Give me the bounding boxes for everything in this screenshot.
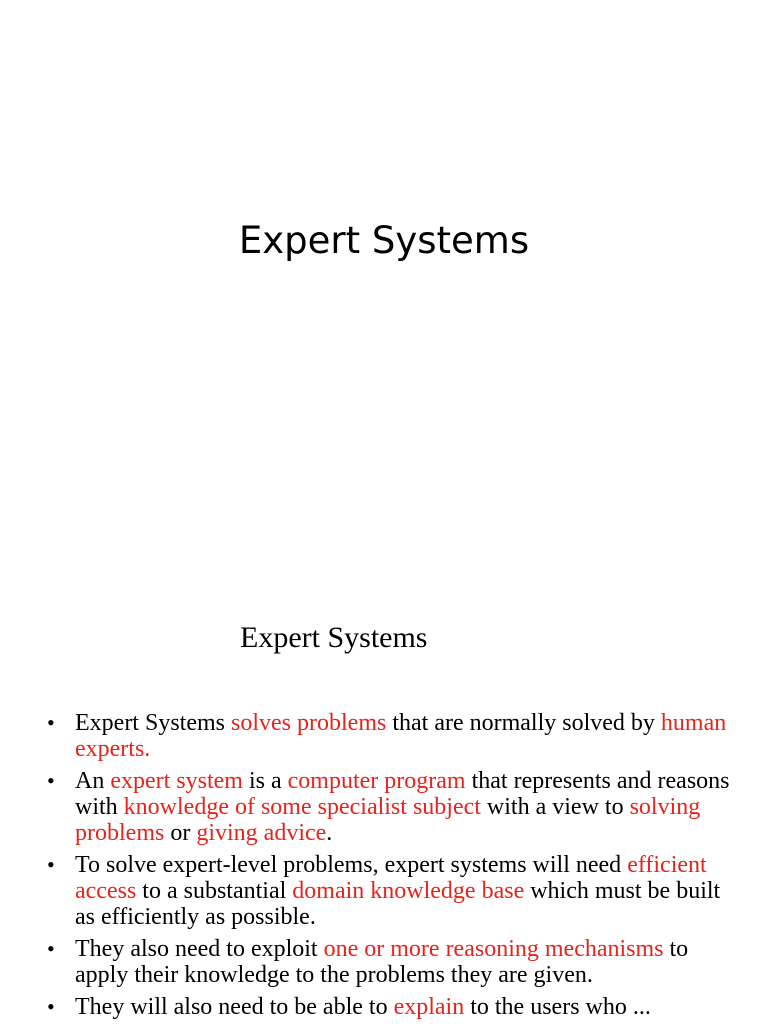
highlighted-phrase: giving advice xyxy=(196,820,327,846)
bullet-text: . xyxy=(326,820,333,846)
content-slide-title: Expert Systems xyxy=(240,621,428,654)
bullet-text: that represents and reasons with xyxy=(75,768,730,820)
bullet-text: An xyxy=(75,768,111,794)
bullet-text: to the users who ... xyxy=(464,994,651,1020)
highlighted-phrase: expert system xyxy=(110,768,243,794)
highlighted-phrase: solving problems xyxy=(75,794,701,846)
bullet-text: to apply their knowledge to the problems they are given. xyxy=(75,936,689,988)
highlighted-phrase: solves problems xyxy=(231,710,387,736)
bullet-text: which must be built as efficiently as possible. xyxy=(75,878,721,930)
bullet-text: To solve expert-level problems, expert systems will need xyxy=(75,852,628,878)
bullet-item xyxy=(75,768,730,846)
bullet-text: is a xyxy=(242,768,288,794)
bullet-item xyxy=(75,936,730,988)
bullet-text: or xyxy=(164,820,197,846)
slide-title: Expert Systems xyxy=(238,219,530,262)
highlighted-phrase: knowledge of some specialist subject xyxy=(123,794,481,820)
bullet-text: Expert Systems xyxy=(75,710,231,736)
bullet-item xyxy=(75,710,730,762)
highlighted-phrase: efficient access xyxy=(75,852,707,904)
bullet-list xyxy=(75,710,730,1024)
content-slide xyxy=(0,576,768,1024)
bullet-item xyxy=(75,852,730,930)
bullet-text: with a view to xyxy=(480,794,630,820)
highlighted-phrase: human experts. xyxy=(75,710,727,762)
bullet-text: They will also need to be able to xyxy=(75,994,394,1020)
bullet-text: that are normally solved by xyxy=(386,710,661,736)
highlighted-phrase: computer program xyxy=(287,768,466,794)
bullet-text: They also need to exploit xyxy=(75,936,324,962)
highlighted-phrase: explain xyxy=(393,994,465,1020)
bullet-text: to a substantial xyxy=(136,878,293,904)
highlighted-phrase: domain knowledge base xyxy=(292,878,525,904)
bullet-item xyxy=(75,994,730,1020)
highlighted-phrase: one or more reasoning mechanisms xyxy=(323,936,664,962)
